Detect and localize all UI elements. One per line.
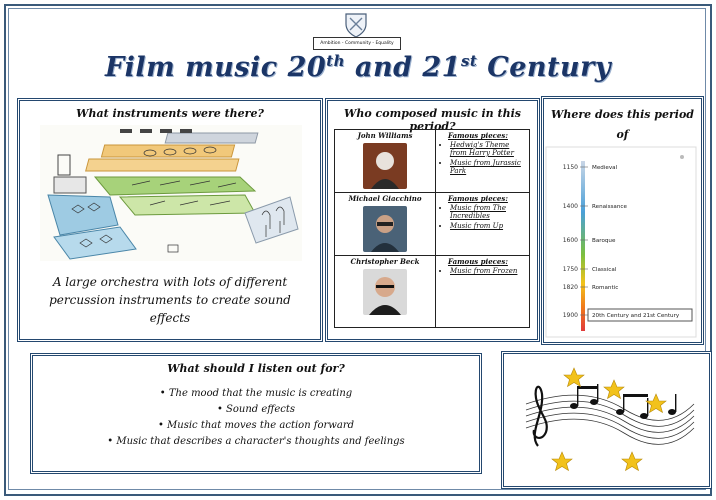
composer-name: John Williams (357, 131, 413, 140)
instruments-panel (17, 98, 323, 342)
listen-heading: What should I listen out for? (167, 362, 345, 375)
timeline-year: 1600 (562, 237, 578, 244)
composers-panel (325, 98, 540, 342)
timeline-bar (581, 161, 585, 331)
list-item: • Music from Up (450, 222, 527, 230)
timeline-era: Romantic (592, 285, 619, 291)
music-image-panel (501, 351, 712, 489)
star-icon (604, 380, 624, 399)
timeline-era: Renaissance (592, 204, 627, 210)
timeline-era: 20th Century and 21st Century (592, 313, 680, 319)
list-item: • Music that describes a character's thoughts and feelings (33, 434, 479, 450)
timeline-year: 1150 (562, 164, 578, 171)
star-icon (552, 452, 572, 471)
history-heading-line1: Where does this period of (551, 108, 694, 141)
composer-name: Christopher Beck (350, 257, 420, 266)
list-item: • Sound effects (33, 402, 479, 418)
composer-photo (363, 143, 407, 189)
history-panel (541, 96, 704, 345)
composer-cell (335, 193, 436, 256)
table-row (335, 130, 530, 193)
composer-name: Michael Giacchino (348, 194, 422, 203)
school-crest-icon (344, 12, 368, 38)
history-timeline (544, 99, 701, 342)
pieces-cell (436, 256, 530, 328)
pieces-label: Famous pieces: (448, 194, 508, 203)
list-item: • The mood that the music is creating (33, 386, 479, 402)
listen-list (33, 386, 479, 450)
pieces-cell (436, 130, 530, 193)
timeline-year: 1820 (562, 284, 578, 291)
list-item: • Music from The Incredibles (450, 204, 527, 220)
composer-cell (335, 130, 436, 193)
list-item: • Music from Jurassic Park (450, 159, 527, 175)
table-row (335, 256, 530, 328)
composers-table (334, 129, 530, 328)
star-icon (564, 368, 584, 387)
timeline-era: Classical (592, 267, 617, 273)
instruments-caption: A large orchestra with lots of different percussion instruments to create sound effects (49, 275, 291, 325)
composer-photo (363, 269, 407, 315)
composers-heading: Who composed music in this period? (344, 107, 521, 133)
dot-icon (680, 155, 684, 159)
timeline-year: 1900 (562, 312, 578, 319)
pieces-label: Famous pieces: (448, 257, 508, 266)
composer-photo (363, 206, 407, 252)
pieces-label: Famous pieces: (448, 131, 508, 140)
timeline-era: Baroque (592, 238, 616, 244)
instruments-heading: What instruments were there? (76, 107, 264, 120)
pieces-cell (436, 193, 530, 256)
list-item: • Music from Frozen (450, 267, 527, 275)
timeline-era: Medieval (592, 165, 618, 171)
list-item: • Hedwig's Theme from Harry Potter (450, 141, 527, 157)
timeline-year: 1400 (562, 203, 578, 210)
timeline-year: 1750 (562, 266, 578, 273)
star-icon (646, 394, 666, 413)
listen-panel (30, 353, 482, 474)
music-notes-illustration (504, 354, 709, 486)
orchestra-seating-diagram (40, 125, 302, 261)
list-item: • Music that moves the action forward (33, 418, 479, 434)
table-row (335, 193, 530, 256)
school-motto: Ambition - Community - Equality (313, 37, 401, 50)
star-icon (622, 452, 642, 471)
page-title: Film music 20th and 21st Century (104, 52, 612, 83)
composer-cell (335, 256, 436, 328)
